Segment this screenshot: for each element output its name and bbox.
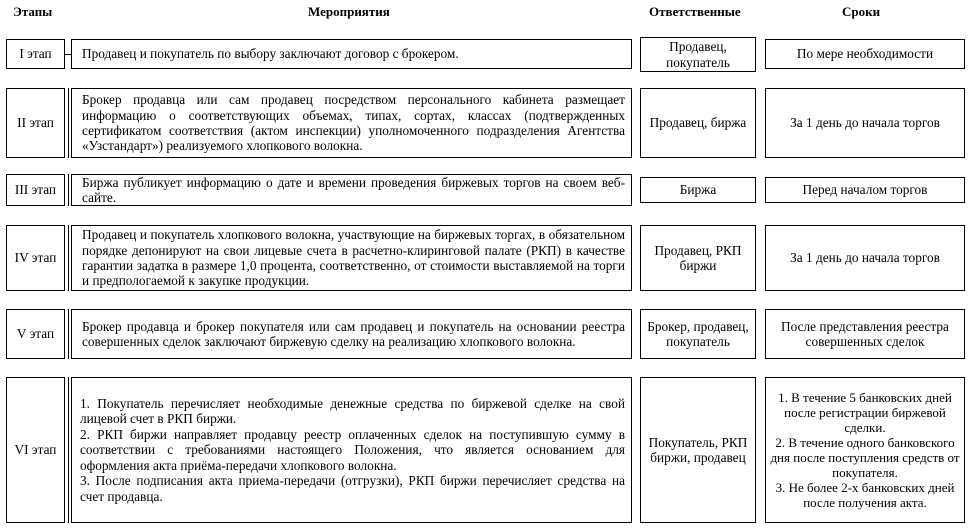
- terms-cell: [765, 377, 965, 523]
- terms-cell: За 1 день до начала торгов: [765, 225, 965, 291]
- stage-label: III этап: [6, 174, 65, 206]
- stage-label: IV этап: [6, 225, 65, 291]
- terms-item: 3. Не более 2-х банковских дней после получения акта.: [775, 480, 955, 510]
- terms-cell: По мере необходимости: [765, 39, 965, 69]
- terms-cell: После представления реестра совершенных сделок: [765, 309, 965, 359]
- responsible-cell: Продавец, покупатель: [640, 37, 756, 72]
- header-stage: Этапы: [13, 4, 53, 19]
- terms-item: 1. В течение 5 банковских дней после регистрации биржевой сделки.: [778, 390, 952, 435]
- responsible-cell: Продавец, биржа: [640, 88, 756, 158]
- header-terms: Сроки: [842, 4, 881, 19]
- responsible-cell: Брокер, продавец, покупатель: [640, 309, 756, 359]
- responsible-cell: Продавец, РКП биржи: [640, 225, 756, 291]
- activity-cell: [71, 309, 632, 359]
- connector: [68, 225, 69, 291]
- terms-cell: За 1 день до начала торгов: [765, 88, 965, 158]
- activity-cell: [71, 39, 632, 69]
- connector: [68, 377, 69, 523]
- stage-label: V этап: [6, 309, 65, 359]
- activity-text: Продавец и покупатель по выбору заключают договор с брокером.: [82, 46, 459, 62]
- terms-cell: Перед началом торгов: [765, 177, 965, 203]
- connector: [68, 174, 69, 206]
- connector: [68, 309, 69, 359]
- activity-cell: [71, 377, 632, 523]
- stage-label: II этап: [6, 88, 65, 158]
- activity-cell: [71, 88, 632, 158]
- activity-text: Брокер продавца или сам продавец посредством персонального кабинета размещает информацию о соответствующих объемах, типах, сортах, классах (подтвержденных сертификатом соответствия (актом инспекции) уполномоченного подразделения Агентства «Узстандарт») реализуемого хлопкового волокна.: [82, 92, 625, 154]
- activity-item: 2. РКП биржи направляет продавцу реестр оплаченных сделок на поступившую сумму в соответствии с требованиями настоящего Положения, что является основанием для оформления акта приёма-передачи хлопкового волокна.: [80, 426, 625, 473]
- stage-label: VI этап: [6, 377, 65, 523]
- activity-item: 3. После подписания акта приема-передачи (отгрузки), РКП биржи перечисляет средства на счет продавца.: [80, 473, 625, 504]
- stage-label: I этап: [6, 39, 65, 69]
- activity-cell: [71, 225, 632, 291]
- activity-item: 1. Покупатель перечисляет необходимые денежные средства по биржевой сделке на свой лицевой счет в РКП биржи.: [80, 396, 625, 427]
- header-activity: Мероприятия: [308, 4, 390, 19]
- header-responsible: Ответственные: [649, 4, 741, 19]
- responsible-cell: Покупатель, РКП биржи, продавец: [640, 377, 756, 523]
- responsible-cell: Биржа: [640, 177, 756, 203]
- activity-cell: [71, 174, 632, 206]
- activity-text: Продавец и покупатель хлопкового волокна, участвующие на биржевых торгах, в обязательном порядке депонируют на свои лицевые счета в расчетно-клиринговой палате (РКП) в качестве гарантии задатка в размере 1,0 процента, соответственно, от стоимости выставляемой на торги и предпологаемой к закупке продукции.: [82, 227, 625, 289]
- connector: [68, 88, 69, 158]
- terms-item: 2. В течение одного банковского дня после поступления средств от покупателя.: [770, 435, 960, 480]
- activity-text: Брокер продавца и брокер покупателя или сам продавец и покупатель на основании реестра совершенных сделок заключают биржевую сделку на реализацию хлопкового волокна.: [82, 318, 625, 349]
- activity-text: Биржа публикует информацию о дате и времени проведения биржевых торгов на своем веб-сайте.: [82, 174, 625, 205]
